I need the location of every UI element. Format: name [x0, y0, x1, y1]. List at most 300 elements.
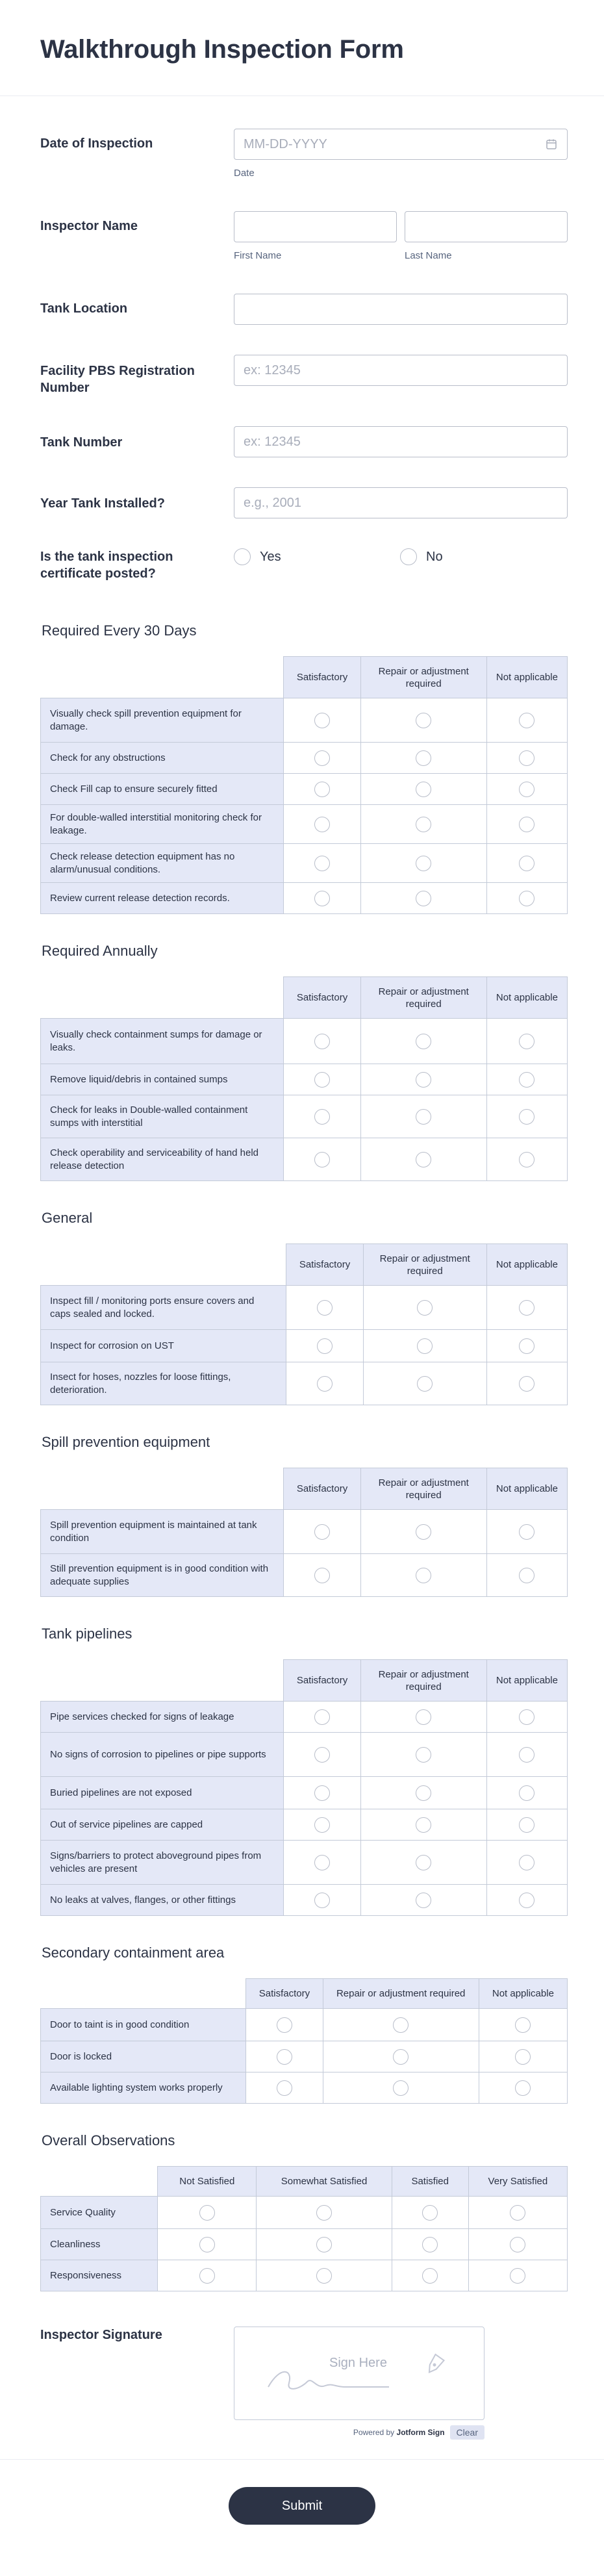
matrix-cell: [284, 1809, 360, 1841]
matrix-radio[interactable]: [416, 1524, 431, 1540]
matrix-row-label: Visually check containment sumps for damage or leaks.: [41, 1019, 284, 1064]
matrix-radio[interactable]: [393, 2080, 409, 2096]
signature-row: [0, 2327, 604, 2440]
matrix-cell: [360, 1885, 486, 1916]
matrix-radio[interactable]: [519, 1338, 535, 1354]
matrix-cell: [284, 1095, 360, 1138]
matrix-row-label: Check release detection equipment has no alarm/unusual conditions.: [41, 844, 284, 883]
matrix-cell: [284, 1841, 360, 1885]
matrix-row-label: Check for any obstructions: [41, 743, 284, 774]
matrix-cell: [486, 1095, 567, 1138]
signature-label: Inspector Signature: [40, 2328, 162, 2342]
matrix-cell: [284, 1510, 360, 1554]
matrix-row: [41, 1095, 568, 1138]
matrix-radio[interactable]: [519, 1034, 535, 1049]
rating-matrix: [40, 1468, 568, 1597]
matrix-cell: [284, 1554, 360, 1597]
matrix-row-label: Check for leaks in Double-walled containment sumps with interstitial: [41, 1095, 284, 1138]
matrix-row: [41, 1777, 568, 1809]
clear-signature-button[interactable]: Clear: [450, 2425, 484, 2440]
matrix-column-header: Satisfactory: [246, 1979, 323, 2009]
matrix-cell: [479, 2072, 567, 2104]
matrix-cell: [486, 1554, 567, 1597]
matrices-container: [0, 622, 604, 2291]
section-title: Spill prevention equipment: [42, 1434, 210, 1450]
matrix-row: [41, 805, 568, 844]
matrix-radio[interactable]: [416, 782, 431, 797]
tank-location-row: [0, 294, 604, 325]
matrix-cell: [257, 2260, 392, 2291]
matrix-radio[interactable]: [519, 817, 535, 832]
matrix-section: [0, 2132, 604, 2291]
rating-matrix: [40, 2166, 568, 2291]
matrix-cell: [486, 1809, 567, 1841]
matrix-column-header: Satisfactory: [286, 1244, 363, 1286]
matrix-radio[interactable]: [510, 2205, 525, 2221]
matrix-cell: [286, 1330, 363, 1362]
matrix-radio[interactable]: [314, 713, 330, 728]
matrix-radio[interactable]: [277, 2017, 292, 2033]
matrix-column-header: Repair or adjustment required: [360, 657, 486, 698]
matrix-section: [0, 1945, 604, 2104]
matrix-cell: [486, 1885, 567, 1916]
matrix-radio[interactable]: [314, 1785, 330, 1801]
matrix-section: [0, 943, 604, 1181]
matrix-cell: [284, 1777, 360, 1809]
matrix-cell: [468, 2197, 567, 2229]
matrix-cell: [479, 2009, 567, 2041]
matrix-cell: [284, 883, 360, 914]
matrix-radio[interactable]: [314, 1109, 330, 1125]
no-radio[interactable]: [400, 548, 417, 565]
matrix-radio[interactable]: [314, 1152, 330, 1167]
matrix-corner: [41, 1660, 284, 1702]
date-sublabel: Date: [234, 168, 255, 179]
matrix-row-label: Service Quality: [41, 2197, 158, 2229]
matrix-cell: [486, 1286, 567, 1330]
matrix-column-header: Not applicable: [479, 1979, 567, 2009]
certificate-label: Is the tank inspection certificate posted?: [40, 550, 173, 581]
matrix-radio[interactable]: [422, 2205, 438, 2221]
matrix-cell: [360, 844, 486, 883]
matrix-row: [41, 1510, 568, 1554]
matrix-row: [41, 1841, 568, 1885]
matrix-column-header: Satisfactory: [284, 977, 360, 1019]
matrix-radio[interactable]: [519, 891, 535, 906]
matrix-cell: [486, 743, 567, 774]
matrix-cell: [246, 2072, 323, 2104]
matrix-column-header: Satisfactory: [284, 657, 360, 698]
matrix-radio[interactable]: [519, 1376, 535, 1392]
year-label: Year Tank Installed?: [40, 496, 165, 511]
matrix-radio[interactable]: [519, 1785, 535, 1801]
date-label: Date of Inspection: [40, 136, 153, 151]
certificate-option-no[interactable]: [400, 548, 566, 565]
matrix-row: [41, 743, 568, 774]
matrix-radio[interactable]: [416, 1855, 431, 1870]
matrix-radio[interactable]: [519, 1300, 535, 1316]
matrix-cell: [284, 774, 360, 805]
matrix-radio[interactable]: [314, 817, 330, 832]
matrix-cell: [323, 2009, 479, 2041]
matrix-cell: [360, 1138, 486, 1181]
submit-button[interactable]: Submit: [229, 2487, 375, 2525]
matrix-row: [41, 2229, 568, 2260]
matrix-cell: [284, 743, 360, 774]
tank-number-label: Tank Number: [40, 435, 123, 450]
matrix-cell: [360, 743, 486, 774]
rating-matrix: [40, 976, 568, 1181]
matrix-cell: [360, 774, 486, 805]
matrix-cell: [486, 1138, 567, 1181]
matrix-radio[interactable]: [519, 1072, 535, 1088]
tank-number-placeholder: ex: 12345: [244, 434, 301, 449]
matrix-cell: [360, 698, 486, 743]
matrix-radio[interactable]: [314, 1072, 330, 1088]
matrix-radio[interactable]: [316, 2237, 332, 2252]
matrix-radio[interactable]: [416, 856, 431, 871]
matrix-row: [41, 2072, 568, 2104]
matrix-section: [0, 1210, 604, 1405]
matrix-radio[interactable]: [422, 2237, 438, 2252]
no-label: No: [426, 549, 443, 564]
matrix-row-label: For double-walled interstitial monitoring check for leakage.: [41, 805, 284, 844]
rating-matrix: [40, 656, 568, 914]
matrix-cell: [284, 1019, 360, 1064]
matrix-radio[interactable]: [317, 1300, 333, 1316]
matrix-cell: [284, 805, 360, 844]
matrix-row-label: Pipe services checked for signs of leakage: [41, 1702, 284, 1733]
matrix-radio[interactable]: [314, 1709, 330, 1725]
matrix-row-label: Review current release detection records.: [41, 883, 284, 914]
first-name-input[interactable]: [234, 211, 397, 242]
matrix-row-label: No leaks at valves, flanges, or other fittings: [41, 1885, 284, 1916]
matrix-cell: [360, 1841, 486, 1885]
matrix-row: [41, 2197, 568, 2229]
matrix-cell: [486, 1330, 567, 1362]
matrix-cell: [158, 2197, 257, 2229]
certificate-row: [0, 548, 604, 582]
pbs-label: Facility PBS Registration Number: [40, 364, 195, 395]
matrix-radio[interactable]: [519, 1855, 535, 1870]
matrix-cell: [468, 2260, 567, 2291]
matrix-radio[interactable]: [519, 713, 535, 728]
matrix-row: [41, 1362, 568, 1405]
matrix-radio[interactable]: [317, 1338, 333, 1354]
section-title: Overall Observations: [42, 2132, 175, 2149]
pbs-placeholder: ex: 12345: [244, 363, 301, 377]
matrix-cell: [257, 2229, 392, 2260]
matrix-radio[interactable]: [519, 782, 535, 797]
matrix-row: [41, 883, 568, 914]
matrix-radio[interactable]: [393, 2017, 409, 2033]
year-input[interactable]: [234, 487, 568, 518]
matrix-radio[interactable]: [422, 2268, 438, 2284]
matrix-cell: [284, 1885, 360, 1916]
matrix-column-header: Somewhat Satisfied: [257, 2167, 392, 2197]
submit-area: [0, 2459, 604, 2576]
matrix-radio[interactable]: [317, 1376, 333, 1392]
last-name-sublabel: Last Name: [405, 250, 452, 261]
inspector-row: [0, 211, 604, 261]
matrix-radio[interactable]: [417, 1338, 433, 1354]
matrix-row-label: Door is locked: [41, 2041, 246, 2072]
matrix-row-label: Door to taint is in good condition: [41, 2009, 246, 2041]
matrix-corner: [41, 1979, 246, 2009]
inspector-fields: [234, 211, 568, 261]
matrix-radio[interactable]: [316, 2205, 332, 2221]
matrix-corner: [41, 977, 284, 1019]
tank-location-label: Tank Location: [40, 301, 128, 316]
matrix-radio[interactable]: [515, 2017, 531, 2033]
certificate-option-yes[interactable]: [234, 548, 400, 565]
matrix-radio[interactable]: [314, 891, 330, 906]
matrix-cell: [486, 1064, 567, 1095]
matrix-radio[interactable]: [417, 1376, 433, 1392]
matrix-radio[interactable]: [416, 1034, 431, 1049]
signature-field: [234, 2327, 568, 2440]
matrix-radio[interactable]: [417, 1300, 433, 1316]
yes-label: Yes: [260, 549, 281, 564]
matrix-radio[interactable]: [416, 1817, 431, 1833]
year-row: [0, 487, 604, 518]
matrix-row-label: Inspect for corrosion on UST: [41, 1330, 286, 1362]
year-placeholder: e.g., 2001: [244, 495, 301, 510]
matrix-radio[interactable]: [416, 1568, 431, 1583]
matrix-cell: [363, 1286, 486, 1330]
matrix-column-header: Not applicable: [486, 1244, 567, 1286]
tank-number-row: [0, 426, 604, 457]
matrix-radio[interactable]: [510, 2268, 525, 2284]
matrix-column-header: Repair or adjustment required: [360, 977, 486, 1019]
matrix-row-label: Remove liquid/debris in contained sumps: [41, 1064, 284, 1095]
matrix-column-header: Satisfied: [392, 2167, 468, 2197]
matrix-radio[interactable]: [416, 750, 431, 766]
matrix-cell: [392, 2197, 468, 2229]
date-placeholder: MM-DD-YYYY: [244, 136, 327, 151]
matrix-cell: [360, 1733, 486, 1777]
jotform-sign-brand: Jotform Sign: [396, 2428, 445, 2437]
matrix-radio[interactable]: [416, 1072, 431, 1088]
matrix-cell: [257, 2197, 392, 2229]
matrix-radio[interactable]: [416, 713, 431, 728]
matrix-row-label: Inspect fill / monitoring ports ensure covers and caps sealed and locked.: [41, 1286, 286, 1330]
matrix-cell: [360, 883, 486, 914]
matrix-corner: [41, 1244, 286, 1286]
matrix-radio[interactable]: [314, 750, 330, 766]
matrix-radio[interactable]: [416, 1747, 431, 1763]
matrix-radio[interactable]: [199, 2268, 215, 2284]
matrix-radio[interactable]: [416, 817, 431, 832]
matrix-cell: [284, 1138, 360, 1181]
matrix-cell: [363, 1330, 486, 1362]
rating-matrix: [40, 1243, 568, 1405]
matrix-cell: [360, 1019, 486, 1064]
matrix-cell: [284, 698, 360, 743]
matrix-radio[interactable]: [519, 1817, 535, 1833]
matrix-radio[interactable]: [314, 1034, 330, 1049]
matrix-radio[interactable]: [277, 2049, 292, 2065]
matrix-column-header: Very Satisfied: [468, 2167, 567, 2197]
matrix-row: [41, 2041, 568, 2072]
last-name-input[interactable]: [405, 211, 568, 242]
matrix-cell: [360, 1809, 486, 1841]
matrix-column-header: Not applicable: [486, 977, 567, 1019]
matrix-radio[interactable]: [314, 1893, 330, 1908]
matrix-radio[interactable]: [519, 1893, 535, 1908]
matrix-section: [0, 1434, 604, 1597]
matrix-cell: [360, 1554, 486, 1597]
matrix-cell: [486, 774, 567, 805]
matrix-row-label: Visually check spill prevention equipment for damage.: [41, 698, 284, 743]
matrix-row-label: Signs/barriers to protect aboveground pipes from vehicles are present: [41, 1841, 284, 1885]
matrix-radio[interactable]: [314, 1524, 330, 1540]
matrix-row-label: Check operability and serviceability of hand held release detection: [41, 1138, 284, 1181]
matrix-cell: [158, 2260, 257, 2291]
section-title: Required Annually: [42, 943, 158, 959]
matrix-radio[interactable]: [416, 891, 431, 906]
matrix-row: [41, 1554, 568, 1597]
matrix-cell: [486, 1733, 567, 1777]
matrix-cell: [486, 1019, 567, 1064]
matrix-row-label: Still prevention equipment is in good condition with adequate supplies: [41, 1554, 284, 1597]
matrix-radio[interactable]: [416, 1893, 431, 1908]
matrix-row: [41, 698, 568, 743]
matrix-corner: [41, 1468, 284, 1510]
matrix-row: [41, 774, 568, 805]
matrix-column-header: Satisfactory: [284, 1468, 360, 1510]
signature-scribble-icon: [234, 2327, 485, 2421]
matrix-row: [41, 2009, 568, 2041]
matrix-radio[interactable]: [515, 2049, 531, 2065]
matrix-cell: [284, 1064, 360, 1095]
date-input[interactable]: [234, 129, 568, 160]
matrix-cell: [486, 1702, 567, 1733]
matrix-column-header: Repair or adjustment required: [363, 1244, 486, 1286]
matrix-radio[interactable]: [519, 856, 535, 871]
tank-location-input[interactable]: [234, 294, 568, 325]
matrix-cell: [286, 1286, 363, 1330]
matrix-cell: [360, 805, 486, 844]
matrix-cell: [392, 2260, 468, 2291]
matrix-radio[interactable]: [393, 2049, 409, 2065]
matrix-cell: [360, 1095, 486, 1138]
form-title: Walkthrough Inspection Form: [40, 35, 404, 64]
matrix-radio[interactable]: [416, 1709, 431, 1725]
matrix-cell: [486, 844, 567, 883]
matrix-radio[interactable]: [416, 1785, 431, 1801]
matrix-cell: [360, 1777, 486, 1809]
matrix-radio[interactable]: [314, 856, 330, 871]
section-title: Secondary containment area: [42, 1945, 225, 1961]
matrix-radio[interactable]: [519, 1524, 535, 1540]
matrix-cell: [360, 1064, 486, 1095]
matrix-row: [41, 1286, 568, 1330]
matrix-radio[interactable]: [416, 1109, 431, 1125]
matrix-cell: [486, 1510, 567, 1554]
matrix-radio[interactable]: [519, 1568, 535, 1583]
matrix-radio[interactable]: [519, 1109, 535, 1125]
matrix-row-label: Out of service pipelines are capped: [41, 1809, 284, 1841]
matrix-radio[interactable]: [277, 2080, 292, 2096]
matrix-row: [41, 1330, 568, 1362]
signature-pad[interactable]: [234, 2327, 484, 2420]
matrix-radio[interactable]: [314, 1568, 330, 1583]
matrix-cell: [360, 1702, 486, 1733]
matrix-row: [41, 1733, 568, 1777]
matrix-cell: [323, 2041, 479, 2072]
matrix-cell: [284, 844, 360, 883]
yes-radio[interactable]: [234, 548, 251, 565]
matrix-row: [41, 1019, 568, 1064]
pbs-row: [0, 355, 604, 396]
matrix-row: [41, 1885, 568, 1916]
matrix-radio[interactable]: [416, 1152, 431, 1167]
matrix-radio[interactable]: [316, 2268, 332, 2284]
calendar-icon[interactable]: [545, 138, 558, 151]
section-title: Required Every 30 Days: [42, 622, 197, 639]
matrix-row-label: Check Fill cap to ensure securely fitted: [41, 774, 284, 805]
date-row: [0, 129, 604, 179]
matrix-row-label: Available lighting system works properly: [41, 2072, 246, 2104]
matrix-cell: [486, 883, 567, 914]
matrix-column-header: Not applicable: [486, 1468, 567, 1510]
matrix-cell: [360, 1510, 486, 1554]
matrix-cell: [486, 698, 567, 743]
matrix-cell: [246, 2041, 323, 2072]
matrix-cell: [284, 1733, 360, 1777]
pbs-input[interactable]: [234, 355, 568, 386]
matrix-radio[interactable]: [510, 2237, 525, 2252]
matrix-radio[interactable]: [314, 1817, 330, 1833]
matrix-cell: [486, 1841, 567, 1885]
matrix-column-header: Repair or adjustment required: [323, 1979, 479, 2009]
matrix-cell: [363, 1362, 486, 1405]
matrix-radio[interactable]: [199, 2237, 215, 2252]
matrix-radio[interactable]: [314, 1747, 330, 1763]
matrix-cell: [246, 2009, 323, 2041]
matrix-row-label: Cleanliness: [41, 2229, 158, 2260]
section-title: Tank pipelines: [42, 1626, 132, 1642]
matrix-cell: [392, 2229, 468, 2260]
matrix-column-header: Repair or adjustment required: [360, 1468, 486, 1510]
matrix-radio[interactable]: [519, 1709, 535, 1725]
matrix-cell: [486, 805, 567, 844]
matrix-radio[interactable]: [519, 1747, 535, 1763]
matrix-row-label: Responsiveness: [41, 2260, 158, 2291]
matrix-cell: [479, 2041, 567, 2072]
matrix-cell: [284, 1702, 360, 1733]
signature-footer: [234, 2425, 484, 2440]
tank-number-input[interactable]: [234, 426, 568, 457]
matrix-radio[interactable]: [199, 2205, 215, 2221]
matrix-row: [41, 1138, 568, 1181]
matrix-radio[interactable]: [314, 1855, 330, 1870]
date-field-wrap: [234, 129, 568, 179]
matrix-row-label: Spill prevention equipment is maintained at tank condition: [41, 1510, 284, 1554]
matrix-cell: [468, 2229, 567, 2260]
matrix-radio[interactable]: [314, 782, 330, 797]
matrix-cell: [323, 2072, 479, 2104]
matrix-row-label: No signs of corrosion to pipelines or pipe supports: [41, 1733, 284, 1777]
rating-matrix: [40, 1659, 568, 1916]
matrix-radio[interactable]: [519, 1152, 535, 1167]
matrix-radio[interactable]: [515, 2080, 531, 2096]
matrix-column-header: Satisfactory: [284, 1660, 360, 1702]
section-title: General: [42, 1210, 93, 1226]
matrix-row-label: Buried pipelines are not exposed: [41, 1777, 284, 1809]
matrix-radio[interactable]: [519, 750, 535, 766]
